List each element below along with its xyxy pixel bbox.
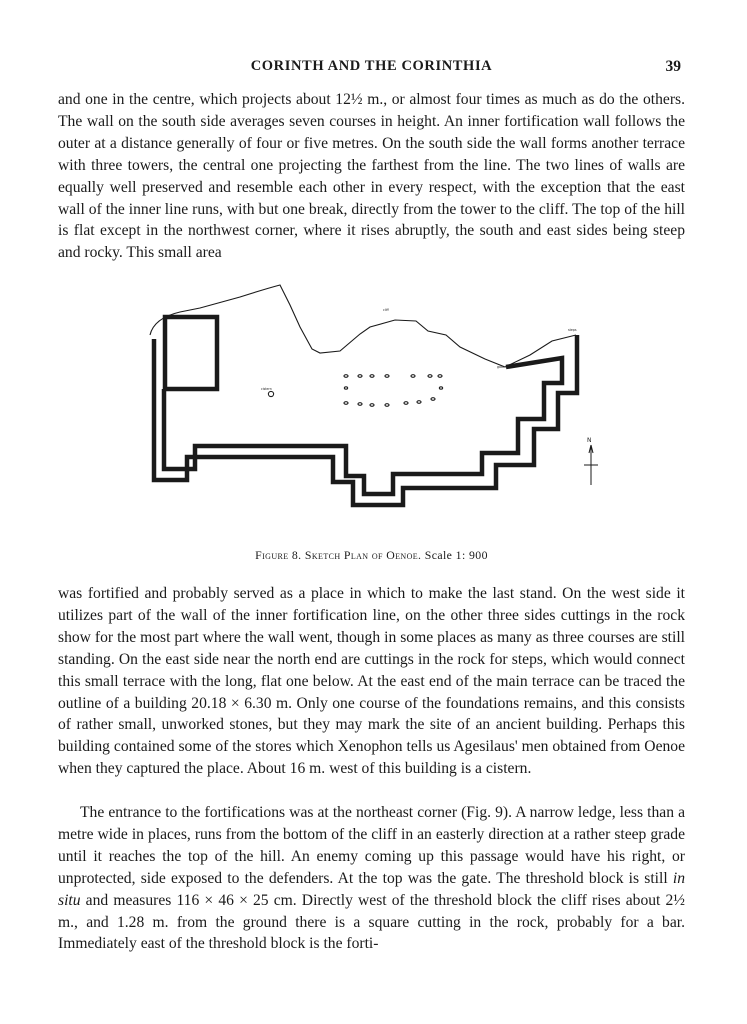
cistern-marker bbox=[268, 391, 273, 396]
inner-fortification-wall bbox=[165, 317, 217, 389]
figure-title: Sketch Plan of Oenoe. bbox=[304, 548, 422, 562]
paragraph-3-text-a: The entrance to the fortifications was at the northeast corner (Fig. 9). A narrow ledge, less than a metre wide in places, runs from the bottom of the cliff in an easterly direction at a rather steep grade until it reaches the top of the hill. An enemy coming up this passage would have his right, or unprotected, side exposed to the defenders. At the top was the gate. The threshold block is still bbox=[58, 804, 685, 887]
inner-south-wall bbox=[164, 358, 562, 494]
gate-label: gate bbox=[497, 365, 505, 369]
page-header bbox=[58, 58, 685, 80]
steps-label: steps bbox=[568, 328, 577, 332]
north-label: N bbox=[587, 437, 592, 444]
figure-label: Figure 8. bbox=[255, 548, 302, 562]
running-title: CORINTH AND THE CORINTHIA bbox=[250, 58, 493, 74]
paragraph-3-italic: in situ bbox=[58, 869, 685, 909]
figure-scale: Scale 1: 900 bbox=[424, 548, 488, 562]
north-arrow-icon bbox=[584, 445, 598, 485]
sketch-plan-figure bbox=[140, 275, 600, 545]
page-number: 39 bbox=[665, 58, 681, 75]
building-outline bbox=[344, 375, 443, 407]
figure-caption bbox=[58, 548, 685, 563]
paragraph-3-text-b: and measures 116 × 46 × 25 cm. Directly west of the threshold block the cliff rises about 2½ m., and 1.28 m. from the ground there is a square cutting in the rock, probably for a bar. Immediately east of the threshold block is the forti- bbox=[58, 891, 685, 953]
paragraph-1: and one in the centre, which projects about 12½ m., or almost four times as much as do the others. The wall on the south side averages seven courses in height. An inner fortification wall follows the outer at a distance generally of four or five metres. On the south side the wall forms another terrace with three towers, the central one projecting the farthest from the line. The two lines of walls are equally well preserved and resemble each other in every respect, with the exception that the east wall of the inner line runs, with but one break, directly from the tower to the cliff. The top of the hill is flat except in the northwest corner, where it rises abruptly, the south and east sides being steep and rocky. This small area bbox=[58, 91, 685, 262]
sketch-plan-svg bbox=[140, 275, 600, 545]
cliff-label: cliff bbox=[383, 308, 389, 312]
cistern-label: cistern bbox=[261, 387, 272, 391]
paragraph-3 bbox=[58, 802, 685, 955]
cliff-outline bbox=[150, 285, 576, 367]
paragraph-2: was fortified and probably served as a place in which to make the last stand. On the west side it utilizes part of the wall of the inner fortification line, on the other three sides cuttings in the rock show for the most part where the wall went, though in some places as many as three courses are still standing. On the east side near the north end are cuttings in the rock for steps, which would connect this small terrace with the long, flat one below. At the east end of the main terrace can be traced the outline of a building 20.18 × 6.30 m. Only one course of the foundations remains, and this consists of rather small, unworked stones, but they may mark the site of an ancient building. Perhaps this building contained some of the stores which Xenophon tells us Agesilaus' men obtained from Oenoe when they captured the place. About 16 m. west of this building is a cistern. bbox=[58, 585, 685, 778]
